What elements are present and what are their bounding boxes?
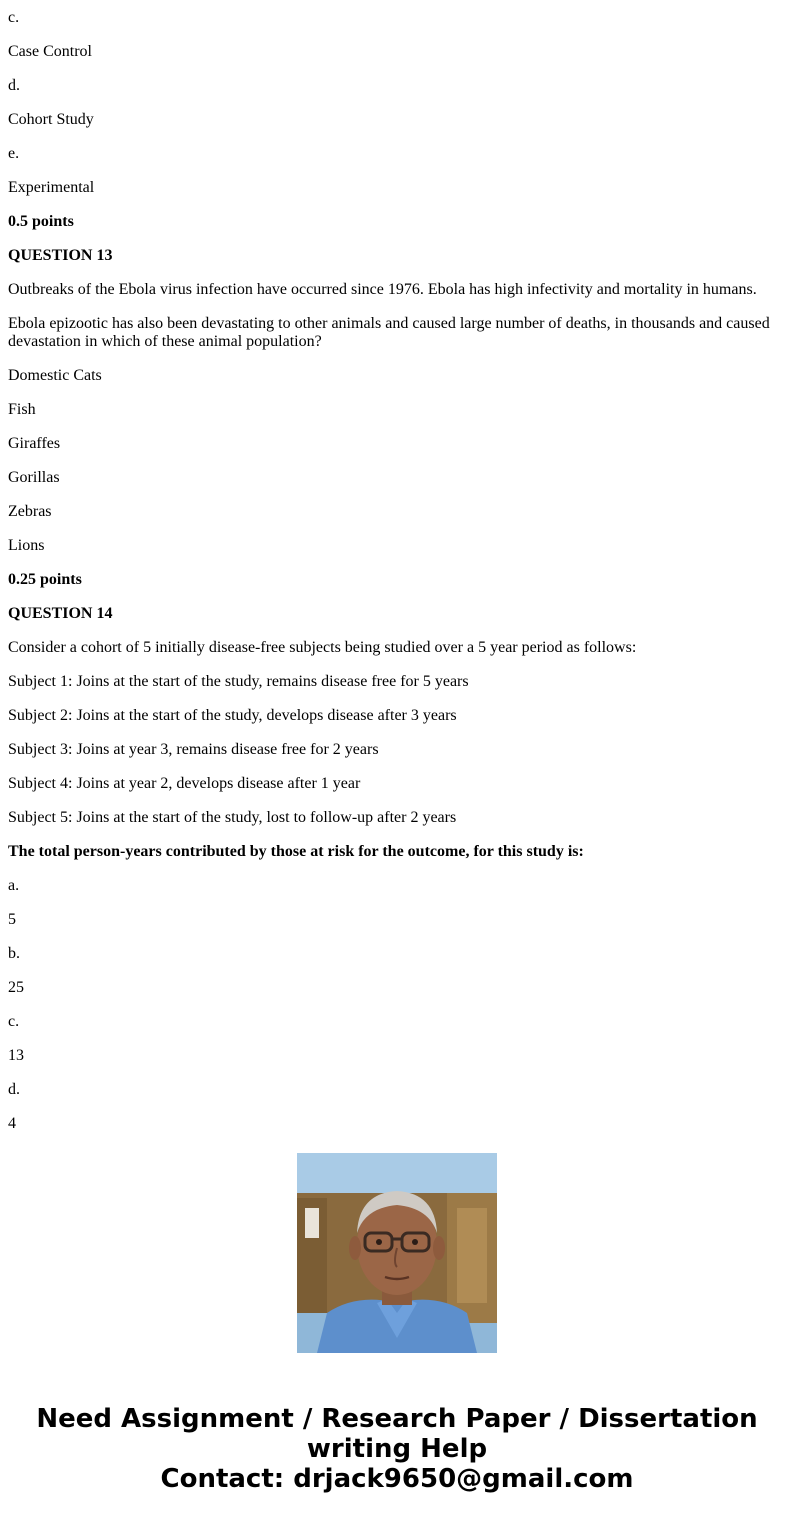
option-text: Experimental (8, 179, 95, 196)
subject-line: Subject 5: Joins at the start of the study, lost to follow-up after 2 years (8, 809, 457, 826)
question-prompt: The total person-years contributed by those at risk for the outcome, for this study is: (8, 843, 584, 860)
subject-line: Subject 1: Joins at the start of the study, remains disease free for 5 years (8, 673, 469, 690)
option-letter-c: c. (8, 1013, 20, 1030)
option-letter-b: b. (8, 945, 20, 962)
option-letter-e: e. (8, 145, 20, 162)
option-text: Case Control (8, 43, 92, 60)
question-heading: QUESTION 13 (8, 247, 113, 264)
option-text: 5 (8, 911, 16, 928)
option-text: Cohort Study (8, 111, 94, 128)
option-letter-d: d. (8, 77, 20, 94)
promo-contact-email: Contact: drjack9650@gmail.com (160, 1464, 634, 1494)
option-letter-d: d. (8, 1081, 20, 1098)
promo-headline-line1: Need Assignment / Research Paper / Dissertation (36, 1404, 758, 1434)
question-heading: QUESTION 14 (8, 605, 113, 622)
option-text-cut: 4 (8, 1115, 16, 1132)
answer-option: Fish (8, 401, 36, 418)
subject-line: Subject 4: Joins at year 2, develops disease after 1 year (8, 775, 361, 792)
document-content (8, 0, 786, 1132)
promo-headline-line2: writing Help (306, 1434, 488, 1464)
author-photo (297, 1153, 497, 1353)
answer-option: Domestic Cats (8, 367, 102, 384)
option-letter-a: a. (8, 877, 20, 894)
answer-option: Giraffes (8, 435, 61, 452)
points-label: 0.5 points (8, 213, 74, 230)
answer-option: Gorillas (8, 469, 60, 486)
subject-line: Subject 2: Joins at the start of the study, develops disease after 3 years (8, 707, 457, 724)
option-text: 13 (8, 1047, 24, 1064)
points-label: 0.25 points (8, 571, 82, 588)
question-text: Consider a cohort of 5 initially disease-free subjects being studied over a 5 year period as follows: (8, 639, 637, 656)
option-text: 25 (8, 979, 24, 996)
question-text: Ebola epizootic has also been devastating to other animals and caused large number of deaths, in thousands and caused devastation in which of these animal population? (8, 315, 770, 350)
answer-option: Lions (8, 537, 45, 554)
subject-line: Subject 3: Joins at year 3, remains disease free for 2 years (8, 741, 379, 758)
option-letter-c: c. (8, 9, 20, 26)
answer-option: Zebras (8, 503, 52, 520)
question-text: Outbreaks of the Ebola virus infection have occurred since 1976. Ebola has high infectivity and mortality in humans. (8, 281, 757, 298)
